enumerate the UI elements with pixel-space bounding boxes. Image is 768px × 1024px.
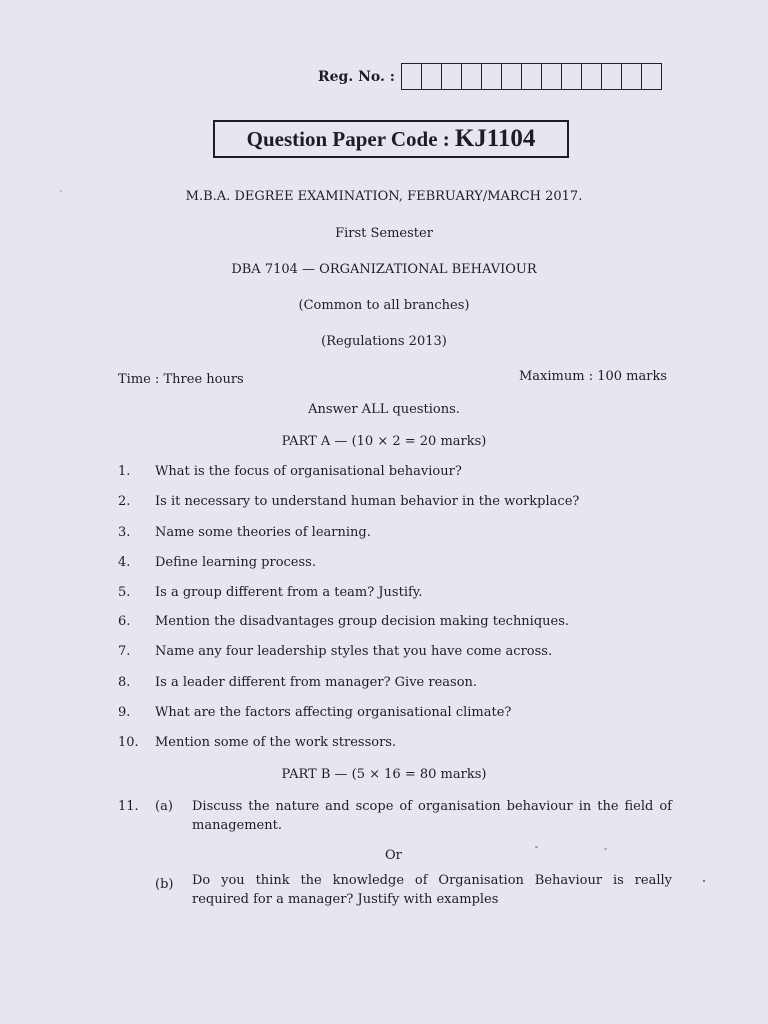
question-item	[118, 735, 396, 750]
question-item	[118, 525, 371, 540]
scan-speck	[604, 848, 607, 850]
semester: First Semester	[335, 226, 433, 241]
reg-number-box	[542, 64, 562, 89]
reg-number-label: Reg. No. :	[318, 68, 395, 85]
question-text: Mention some of the work stressors.	[155, 735, 397, 750]
reg-number-box	[602, 64, 622, 89]
regulations: (Regulations 2013)	[321, 334, 447, 349]
instruction: Answer ALL questions.	[308, 402, 460, 417]
part-a-heading: PART A — (10 × 2 = 20 marks)	[281, 434, 487, 449]
question-number: 2.	[118, 494, 131, 509]
question-item	[118, 494, 579, 509]
question-text: Define learning process.	[155, 555, 316, 570]
subject-title: DBA 7104 — ORGANIZATIONAL BEHAVIOUR	[231, 262, 537, 277]
question-number: 9.	[118, 705, 131, 720]
option-b-label: (b)	[155, 877, 174, 892]
reg-number-box	[562, 64, 582, 89]
scan-speck	[703, 880, 705, 882]
question-text: Is it necessary to understand human behavior in the workplace?	[155, 494, 580, 509]
reg-number-box	[482, 64, 502, 89]
reg-number-box	[582, 64, 602, 89]
common-note: (Common to all branches)	[298, 298, 470, 313]
question-item	[118, 705, 511, 720]
reg-number-box	[502, 64, 522, 89]
question-number: 8.	[118, 675, 131, 690]
question-number: 3.	[118, 525, 131, 540]
question-text: Is a group different from a team? Justify.	[155, 585, 423, 600]
question-item	[118, 644, 552, 659]
time-allowed: Time : Three hours	[118, 372, 244, 387]
option-a-label: (a)	[155, 799, 173, 814]
question-text: Name some theories of learning.	[155, 525, 371, 540]
question-number: 5.	[118, 585, 131, 600]
question-item	[118, 464, 462, 479]
exam-title: M.B.A. DEGREE EXAMINATION, FEBRUARY/MARCH 2017.	[185, 189, 583, 204]
question-paper-code-box	[213, 120, 569, 158]
question-number: 10.	[118, 735, 139, 750]
reg-number-box	[622, 64, 642, 89]
reg-number-box	[422, 64, 442, 89]
reg-number-box	[442, 64, 462, 89]
paper-code-label: Question Paper Code :	[246, 126, 450, 151]
option-a-text: Discuss the nature and scope of organisation behaviour in the field of management.	[192, 799, 672, 833]
question-item	[118, 555, 316, 570]
scan-speck	[60, 190, 62, 192]
question-text: What is the focus of organisational behaviour?	[155, 464, 462, 479]
reg-number-box	[522, 64, 542, 89]
question-text: Is a leader different from manager? Give reason.	[155, 675, 478, 690]
question-number: 4.	[118, 555, 131, 570]
question-number: 6.	[118, 614, 131, 629]
question-number: 11.	[118, 799, 139, 814]
reg-number-row	[318, 63, 662, 90]
reg-number-box	[642, 64, 661, 89]
question-item	[118, 675, 477, 690]
paper-code: KJ1104	[454, 125, 536, 152]
question-11	[118, 799, 678, 909]
option-b-text: Do you think the knowledge of Organisation Behaviour is really required for a manager? Justify with examples	[192, 873, 672, 907]
question-text: Name any four leadership styles that you have come across.	[155, 644, 553, 659]
reg-number-boxes	[401, 63, 662, 90]
maximum-marks: Maximum : 100 marks	[518, 369, 667, 384]
question-text: What are the factors affecting organisational climate?	[155, 705, 512, 720]
question-number: 1.	[118, 464, 131, 479]
reg-number-box	[462, 64, 482, 89]
scan-speck	[535, 846, 538, 848]
reg-number-box	[402, 64, 422, 89]
question-item	[118, 585, 423, 600]
question-item	[118, 614, 569, 629]
or-separator: Or	[385, 848, 402, 863]
part-b-heading: PART B — (5 × 16 = 80 marks)	[281, 767, 487, 782]
question-number: 7.	[118, 644, 131, 659]
question-text: Mention the disadvantages group decision making techniques.	[155, 614, 570, 629]
